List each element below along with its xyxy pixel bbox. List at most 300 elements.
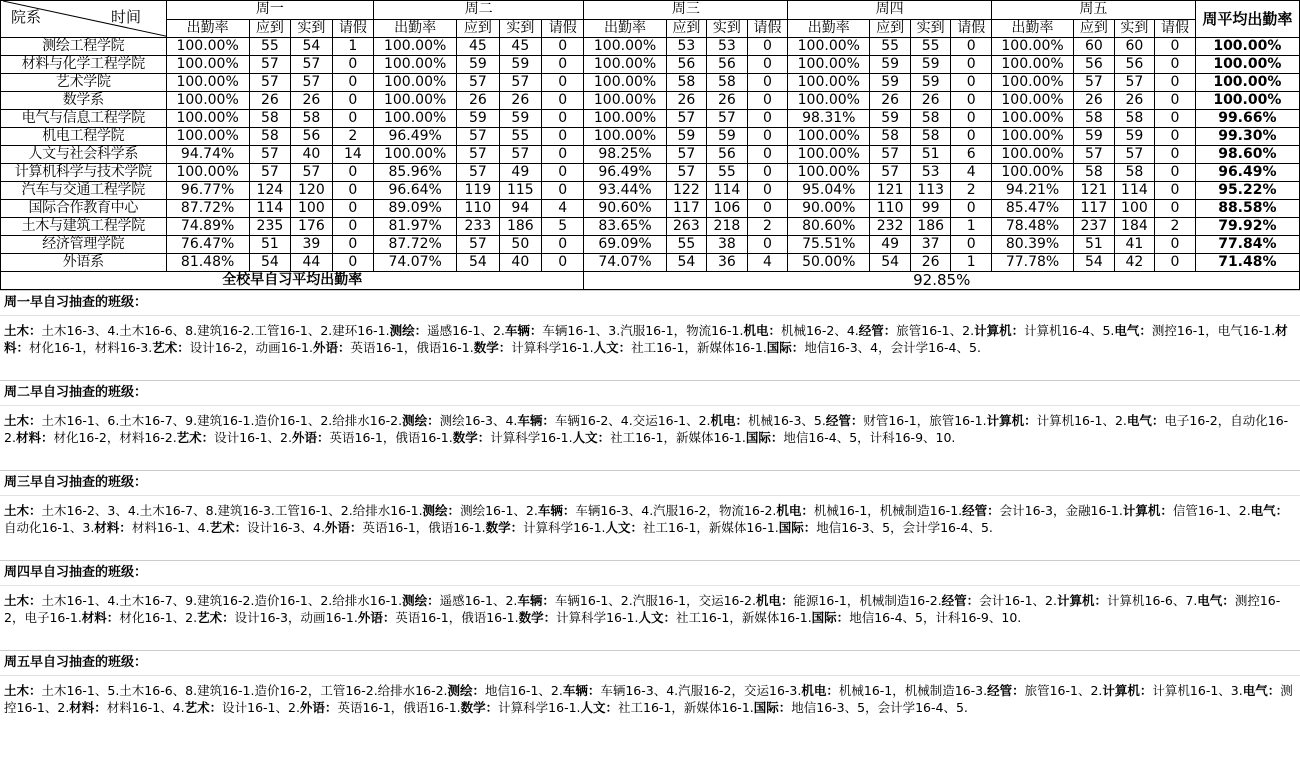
- rate-cell: 100.00%: [991, 146, 1073, 164]
- leave-cell: 0: [332, 254, 373, 272]
- rate-cell: 81.48%: [166, 254, 249, 272]
- leave-cell: 0: [1155, 182, 1196, 200]
- rate-cell: 100.00%: [374, 74, 457, 92]
- note-dept-key: 机电：: [801, 683, 839, 698]
- leave-cell: 0: [1155, 128, 1196, 146]
- rate-cell: 80.60%: [788, 218, 870, 236]
- rate-cell: 94.21%: [991, 182, 1073, 200]
- leave-cell: 2: [747, 218, 788, 236]
- rate-cell: 100.00%: [788, 146, 870, 164]
- header-day: 周四: [788, 1, 992, 20]
- note-classes: 遥感16-1、2.: [439, 593, 518, 608]
- table-row: [1, 38, 1300, 56]
- note-classes: 计算科学16-1.: [523, 520, 606, 535]
- dept-name: 汽车与交通工程学院: [1, 182, 167, 200]
- note-classes: 测绘16-3、4.: [439, 413, 518, 428]
- note-dept-key: 材料：: [4, 323, 1288, 355]
- rate-cell: 100.00%: [166, 74, 249, 92]
- note-classes: 能源16-1，机械制造16-2.: [793, 593, 942, 608]
- leave-cell: 0: [332, 236, 373, 254]
- note-title: 周五早自习抽查的班级：: [0, 650, 1300, 675]
- table-row: [1, 128, 1300, 146]
- rate-cell: 100.00%: [788, 164, 870, 182]
- summary-label: 全校早自习平均出勤率: [1, 272, 584, 290]
- expected-cell: 59: [870, 56, 911, 74]
- rate-cell: 100.00%: [788, 38, 870, 56]
- rate-cell: 100.00%: [166, 128, 249, 146]
- note-dept-key: 机电：: [710, 413, 749, 428]
- note-dept-key: 国际：: [753, 700, 792, 715]
- expected-cell: 57: [666, 146, 707, 164]
- note-classes: 电子16-2，自动化16-2.: [4, 413, 1289, 445]
- present-cell: 94: [499, 200, 541, 218]
- expected-cell: 57: [249, 56, 290, 74]
- leave-cell: 0: [747, 164, 788, 182]
- dept-name: 国际合作教育中心: [1, 200, 167, 218]
- rate-cell: 100.00%: [166, 164, 249, 182]
- table-row: [1, 146, 1300, 164]
- rate-cell: 96.49%: [374, 128, 457, 146]
- present-cell: 56: [1114, 56, 1155, 74]
- present-cell: 37: [910, 236, 951, 254]
- note-classes: 土木16-3、4.土木16-6、8.建筑16-2.工管16-1、2.建环16-1.: [41, 323, 390, 338]
- expected-cell: 117: [1074, 200, 1115, 218]
- leave-cell: 0: [332, 92, 373, 110]
- expected-cell: 54: [457, 254, 499, 272]
- leave-cell: 0: [332, 56, 373, 74]
- rate-cell: 100.00%: [374, 56, 457, 74]
- rate-cell: 89.09%: [374, 200, 457, 218]
- leave-cell: 0: [747, 128, 788, 146]
- note-classes: 计算科学16-1.: [498, 700, 581, 715]
- leave-cell: 4: [747, 254, 788, 272]
- rate-cell: 96.77%: [166, 182, 249, 200]
- header-sub: 出勤率: [166, 19, 249, 38]
- note-classes: 材料16-1、4.: [106, 700, 185, 715]
- expected-cell: 57: [457, 236, 499, 254]
- expected-cell: 121: [1074, 182, 1115, 200]
- expected-cell: 54: [870, 254, 911, 272]
- note-dept-key: 车辆：: [517, 413, 555, 428]
- leave-cell: 0: [542, 182, 584, 200]
- header-corner: [1, 1, 167, 38]
- note-dept-key: 经管：: [962, 503, 1000, 518]
- present-cell: 50: [499, 236, 541, 254]
- note-dept-key: 计算机：: [986, 413, 1037, 428]
- attendance-table: [0, 0, 1300, 290]
- note-dept-key: 电气：: [1197, 593, 1235, 608]
- note-dept-key: 计算机：: [1102, 683, 1153, 698]
- rate-cell: 100.00%: [991, 92, 1073, 110]
- present-cell: 58: [910, 110, 951, 128]
- leave-cell: 0: [542, 128, 584, 146]
- note-classes: 车辆16-3、4.汽服16-2，物流16-2.: [575, 503, 777, 518]
- note-classes: 土木16-2、3、4.土木16-7、8.建筑16-3.工管16-1、2.给排水16-1.: [41, 503, 423, 518]
- present-cell: 106: [707, 200, 748, 218]
- present-cell: 53: [707, 38, 748, 56]
- leave-cell: 0: [1155, 254, 1196, 272]
- dept-name: 机电工程学院: [1, 128, 167, 146]
- expected-cell: 59: [666, 128, 707, 146]
- rate-cell: 100.00%: [584, 128, 666, 146]
- note-dept-key: 计算机：: [1056, 593, 1107, 608]
- note-dept-key: 土木：: [4, 323, 42, 338]
- rate-cell: 80.39%: [991, 236, 1073, 254]
- expected-cell: 58: [870, 128, 911, 146]
- note-dept-key: 机电：: [743, 323, 781, 338]
- present-cell: 41: [1114, 236, 1155, 254]
- expected-cell: 26: [666, 92, 707, 110]
- note-classes: 机械16-1，机械制造16-1.: [813, 503, 963, 518]
- leave-cell: 0: [542, 92, 584, 110]
- leave-cell: 0: [542, 164, 584, 182]
- leave-cell: 0: [951, 38, 992, 56]
- note-dept-key: 数学：: [518, 610, 557, 625]
- note-classes: 设计16-2，动画16-1.: [189, 340, 313, 355]
- note-dept-key: 国际：: [778, 520, 817, 535]
- dept-name: 电气与信息工程学院: [1, 110, 167, 128]
- leave-cell: 0: [951, 236, 992, 254]
- table-row: [1, 164, 1300, 182]
- leave-cell: 0: [747, 74, 788, 92]
- present-cell: 100: [291, 200, 332, 218]
- note-dept-key: 测绘：: [422, 503, 461, 518]
- note-dept-key: 测绘：: [402, 413, 440, 428]
- rate-cell: 96.64%: [374, 182, 457, 200]
- note-classes: 材化16-2，材料16-2.: [53, 430, 177, 445]
- note-title: 周四早自习抽查的班级：: [0, 560, 1300, 585]
- note-classes: 会计16-1、2.: [979, 593, 1057, 608]
- present-cell: 186: [499, 218, 541, 236]
- rate-cell: 100.00%: [991, 164, 1073, 182]
- present-cell: 57: [1114, 146, 1155, 164]
- note-classes: 计算科学16-1.: [511, 340, 594, 355]
- leave-cell: 0: [1155, 56, 1196, 74]
- present-cell: 58: [291, 110, 332, 128]
- header-day: 周五: [991, 1, 1195, 20]
- present-cell: 113: [910, 182, 951, 200]
- note-classes: 设计16-1、2.: [214, 430, 292, 445]
- leave-cell: 0: [1155, 74, 1196, 92]
- rate-cell: 100.00%: [584, 74, 666, 92]
- rate-cell: 100.00%: [991, 110, 1073, 128]
- expected-cell: 56: [1074, 56, 1115, 74]
- note-classes: 社工16-1，新媒体16-1.: [631, 340, 767, 355]
- present-cell: 218: [707, 218, 748, 236]
- note-dept-key: 艺术：: [209, 520, 248, 535]
- expected-cell: 57: [457, 164, 499, 182]
- note-classes: 地信16-3、5，会计学16-4、5.: [791, 700, 968, 715]
- present-cell: 55: [910, 38, 951, 56]
- rate-cell: 100.00%: [788, 74, 870, 92]
- note-classes: 地信16-3、5，会计学16-4、5.: [816, 520, 993, 535]
- week-avg-cell: 98.60%: [1195, 146, 1299, 164]
- note-classes: 社工16-1，新媒体16-1.: [618, 700, 754, 715]
- leave-cell: 0: [542, 146, 584, 164]
- present-cell: 42: [1114, 254, 1155, 272]
- expected-cell: 110: [870, 200, 911, 218]
- expected-cell: 59: [1074, 128, 1115, 146]
- leave-cell: 0: [951, 56, 992, 74]
- expected-cell: 263: [666, 218, 707, 236]
- leave-cell: 4: [951, 164, 992, 182]
- header-sub: 应到: [666, 19, 707, 38]
- expected-cell: 54: [666, 254, 707, 272]
- note-dept-key: 艺术：: [152, 340, 190, 355]
- note-classes: 土木16-1、4.土木16-7、9.建筑16-2.造价16-1、2.给排水16-1.: [41, 593, 403, 608]
- rate-cell: 100.00%: [166, 38, 249, 56]
- header-sub: 出勤率: [374, 19, 457, 38]
- rate-cell: 93.44%: [584, 182, 666, 200]
- note-classes: 计算机16-1、3.: [1152, 683, 1243, 698]
- leave-cell: 0: [747, 38, 788, 56]
- rate-cell: 75.51%: [788, 236, 870, 254]
- note-classes: 遥感16-1、2.: [427, 323, 505, 338]
- header-sub: 实到: [910, 19, 951, 38]
- expected-cell: 57: [249, 74, 290, 92]
- note-classes: 测控16-1、2.: [4, 683, 1293, 715]
- expected-cell: 51: [249, 236, 290, 254]
- present-cell: 51: [910, 146, 951, 164]
- leave-cell: 0: [1155, 92, 1196, 110]
- rate-cell: 100.00%: [584, 92, 666, 110]
- leave-cell: 0: [542, 236, 584, 254]
- header-sub: 实到: [291, 19, 332, 38]
- expected-cell: 55: [249, 38, 290, 56]
- expected-cell: 45: [457, 38, 499, 56]
- note-body: [0, 315, 1300, 380]
- present-cell: 57: [707, 110, 748, 128]
- expected-cell: 110: [457, 200, 499, 218]
- expected-cell: 117: [666, 200, 707, 218]
- expected-cell: 119: [457, 182, 499, 200]
- present-cell: 60: [1114, 38, 1155, 56]
- present-cell: 120: [291, 182, 332, 200]
- note-dept-key: 人文：: [572, 430, 611, 445]
- leave-cell: 0: [542, 38, 584, 56]
- expected-cell: 57: [1074, 74, 1115, 92]
- leave-cell: 0: [951, 74, 992, 92]
- expected-cell: 58: [249, 110, 290, 128]
- note-dept-key: 电气：: [1114, 323, 1152, 338]
- note-dept-key: 人文：: [638, 610, 676, 625]
- note-dept-key: 车辆：: [537, 503, 576, 518]
- note-dept-key: 测绘：: [447, 683, 486, 698]
- expected-cell: 56: [666, 56, 707, 74]
- header-week-avg: 周平均出勤率: [1195, 1, 1299, 38]
- present-cell: 38: [707, 236, 748, 254]
- leave-cell: 0: [951, 200, 992, 218]
- leave-cell: 0: [542, 254, 584, 272]
- dept-name: 艺术学院: [1, 74, 167, 92]
- present-cell: 39: [291, 236, 332, 254]
- note-dept-key: 外语：: [324, 520, 363, 535]
- expected-cell: 121: [870, 182, 911, 200]
- header-time-label: 时间: [111, 8, 142, 26]
- rate-cell: 100.00%: [788, 128, 870, 146]
- note-classes: 地信16-1、2.: [485, 683, 563, 698]
- note-dept-key: 车辆：: [517, 593, 555, 608]
- expected-cell: 114: [249, 200, 290, 218]
- note-dept-key: 土木：: [4, 593, 42, 608]
- table-row: [1, 182, 1300, 200]
- note-body: [0, 495, 1300, 560]
- note-dept-key: 经管：: [987, 683, 1025, 698]
- expected-cell: 59: [870, 110, 911, 128]
- rate-cell: 98.31%: [788, 110, 870, 128]
- note-dept-key: 电气：: [1242, 683, 1281, 698]
- expected-cell: 59: [457, 110, 499, 128]
- note-dept-key: 艺术：: [184, 700, 223, 715]
- table-row: [1, 218, 1300, 236]
- present-cell: 54: [291, 38, 332, 56]
- rate-cell: 100.00%: [991, 56, 1073, 74]
- table-row: [1, 56, 1300, 74]
- leave-cell: 0: [542, 110, 584, 128]
- present-cell: 59: [910, 74, 951, 92]
- expected-cell: 60: [1074, 38, 1115, 56]
- note-dept-key: 国际：: [811, 610, 850, 625]
- rate-cell: 100.00%: [584, 38, 666, 56]
- leave-cell: 5: [542, 218, 584, 236]
- note-dept-key: 测绘：: [402, 593, 440, 608]
- expected-cell: 57: [1074, 146, 1115, 164]
- leave-cell: 0: [747, 110, 788, 128]
- present-cell: 59: [1114, 128, 1155, 146]
- note-dept-key: 人文：: [593, 340, 632, 355]
- note-dept-key: 车辆：: [504, 323, 543, 338]
- note-dept-key: 外语：: [312, 340, 351, 355]
- rate-cell: 100.00%: [584, 56, 666, 74]
- note-dept-key: 电气：: [1250, 503, 1289, 518]
- leave-cell: 0: [951, 128, 992, 146]
- note-dept-key: 土木：: [4, 503, 42, 518]
- dept-name: 人文与社会科学系: [1, 146, 167, 164]
- rate-cell: 100.00%: [991, 74, 1073, 92]
- present-cell: 114: [1114, 182, 1155, 200]
- week-avg-cell: 95.22%: [1195, 182, 1299, 200]
- expected-cell: 53: [666, 38, 707, 56]
- rate-cell: 94.74%: [166, 146, 249, 164]
- present-cell: 59: [707, 128, 748, 146]
- rate-cell: 87.72%: [166, 200, 249, 218]
- present-cell: 53: [910, 164, 951, 182]
- expected-cell: 26: [1074, 92, 1115, 110]
- leave-cell: 0: [747, 182, 788, 200]
- leave-cell: 1: [951, 254, 992, 272]
- leave-cell: 1: [332, 38, 373, 56]
- leave-cell: 0: [747, 56, 788, 74]
- rate-cell: 74.07%: [374, 254, 457, 272]
- expected-cell: 58: [666, 74, 707, 92]
- expected-cell: 122: [666, 182, 707, 200]
- leave-cell: 2: [1155, 218, 1196, 236]
- note-classes: 旅管16-1、2.: [896, 323, 975, 338]
- header-day: 周二: [374, 1, 584, 20]
- rate-cell: 100.00%: [166, 56, 249, 74]
- dept-name: 外语系: [1, 254, 167, 272]
- note-classes: 英语16-1，俄语16-1.: [350, 340, 474, 355]
- rate-cell: 100.00%: [788, 92, 870, 110]
- rate-cell: 74.89%: [166, 218, 249, 236]
- present-cell: 57: [499, 146, 541, 164]
- note-classes: 测控16-2，电子16-1.: [4, 593, 1281, 625]
- leave-cell: 0: [332, 164, 373, 182]
- note-dept-key: 材料：: [69, 700, 107, 715]
- note-dept-key: 数学：: [460, 700, 499, 715]
- rate-cell: 85.47%: [991, 200, 1073, 218]
- present-cell: 58: [707, 74, 748, 92]
- week-avg-cell: 99.30%: [1195, 128, 1299, 146]
- present-cell: 99: [910, 200, 951, 218]
- present-cell: 59: [499, 110, 541, 128]
- present-cell: 56: [707, 56, 748, 74]
- week-avg-cell: 79.92%: [1195, 218, 1299, 236]
- leave-cell: 0: [1155, 164, 1196, 182]
- expected-cell: 57: [870, 146, 911, 164]
- present-cell: 59: [910, 56, 951, 74]
- note-body: [0, 405, 1300, 470]
- rate-cell: 100.00%: [374, 110, 457, 128]
- dept-name: 经济管理学院: [1, 236, 167, 254]
- header-day: 周一: [166, 1, 374, 20]
- note-classes: 材化16-1，材料16-3.: [29, 340, 153, 355]
- note-dept-key: 国际：: [766, 340, 805, 355]
- header-dept-label: 院系: [11, 8, 42, 26]
- note-dept-key: 数学：: [485, 520, 524, 535]
- note-dept-key: 土木：: [4, 683, 42, 698]
- leave-cell: 0: [747, 236, 788, 254]
- expected-cell: 49: [870, 236, 911, 254]
- table-row: [1, 236, 1300, 254]
- week-avg-cell: 99.66%: [1195, 110, 1299, 128]
- note-dept-key: 土木：: [4, 413, 42, 428]
- note-classes: 英语16-1，俄语16-1.: [329, 430, 453, 445]
- expected-cell: 51: [1074, 236, 1115, 254]
- leave-cell: 0: [747, 92, 788, 110]
- leave-cell: 14: [332, 146, 373, 164]
- rate-cell: 81.97%: [374, 218, 457, 236]
- present-cell: 40: [291, 146, 332, 164]
- week-avg-cell: 88.58%: [1195, 200, 1299, 218]
- present-cell: 58: [1114, 110, 1155, 128]
- expected-cell: 57: [457, 146, 499, 164]
- note-classes: 英语16-1，俄语16-1.: [362, 520, 486, 535]
- rate-cell: 50.00%: [788, 254, 870, 272]
- note-dept-key: 材料：: [81, 610, 120, 625]
- note-classes: 测绘16-1、2.: [460, 503, 538, 518]
- header-sub: 应到: [457, 19, 499, 38]
- rate-cell: 100.00%: [166, 110, 249, 128]
- expected-cell: 57: [249, 164, 290, 182]
- header-sub: 实到: [707, 19, 748, 38]
- note-dept-key: 经管：: [941, 593, 980, 608]
- week-avg-cell: 100.00%: [1195, 92, 1299, 110]
- header-sub: 出勤率: [788, 19, 870, 38]
- present-cell: 58: [1114, 164, 1155, 182]
- header-day: 周三: [584, 1, 788, 20]
- leave-cell: 0: [1155, 236, 1196, 254]
- present-cell: 57: [291, 164, 332, 182]
- leave-cell: 0: [1155, 200, 1196, 218]
- expected-cell: 55: [666, 236, 707, 254]
- expected-cell: 233: [457, 218, 499, 236]
- note-classes: 材料16-1、4.: [131, 520, 210, 535]
- present-cell: 57: [1114, 74, 1155, 92]
- rate-cell: 100.00%: [991, 128, 1073, 146]
- note-title: 周三早自习抽查的班级：: [0, 470, 1300, 495]
- table-row: [1, 92, 1300, 110]
